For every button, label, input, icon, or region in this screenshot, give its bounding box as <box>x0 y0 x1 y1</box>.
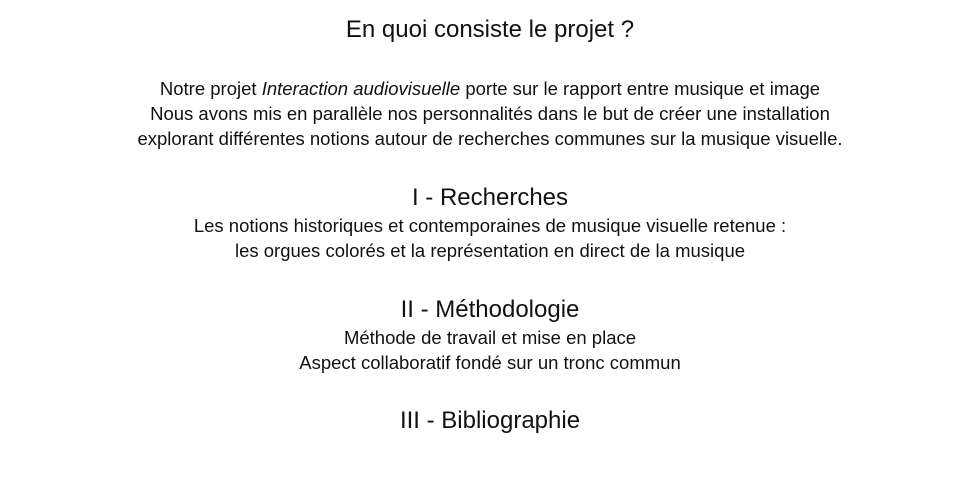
section-heading-recherches: I - Recherches <box>411 184 569 211</box>
section-recherches-line-2: les orgues colorés et la représentation en direct de la musique <box>234 240 746 261</box>
intro-paragraph <box>0 76 980 151</box>
section-recherches-line-1: Les notions historiques et contemporaines de musique visuelle retenue : <box>193 215 787 236</box>
section-recherches <box>0 183 980 263</box>
intro-line-1-before: Notre projet <box>159 78 262 99</box>
intro-line-2: Nous avons mis en parallèle nos personnalités dans le but de créer une installation <box>150 103 830 124</box>
intro-line-1 <box>0 76 980 101</box>
section-methodologie-line-2: Aspect collaboratif fondé sur un tronc commun <box>299 352 681 373</box>
intro-line-3: explorant différentes notions autour de recherches communes sur la musique visuelle. <box>137 128 843 149</box>
section-bibliographie <box>0 406 980 436</box>
section-heading-methodologie: II - Méthodologie <box>400 296 580 323</box>
project-name: Interaction audiovisuelle <box>261 78 461 99</box>
section-heading-bibliographie: III - Bibliographie <box>399 407 581 434</box>
intro-line-1-after: porte sur le rapport entre musique et image <box>460 78 821 99</box>
page-title: En quoi consiste le projet ? <box>345 16 635 43</box>
section-methodologie-line-1: Méthode de travail et mise en place <box>343 327 637 348</box>
section-methodologie <box>0 295 980 375</box>
